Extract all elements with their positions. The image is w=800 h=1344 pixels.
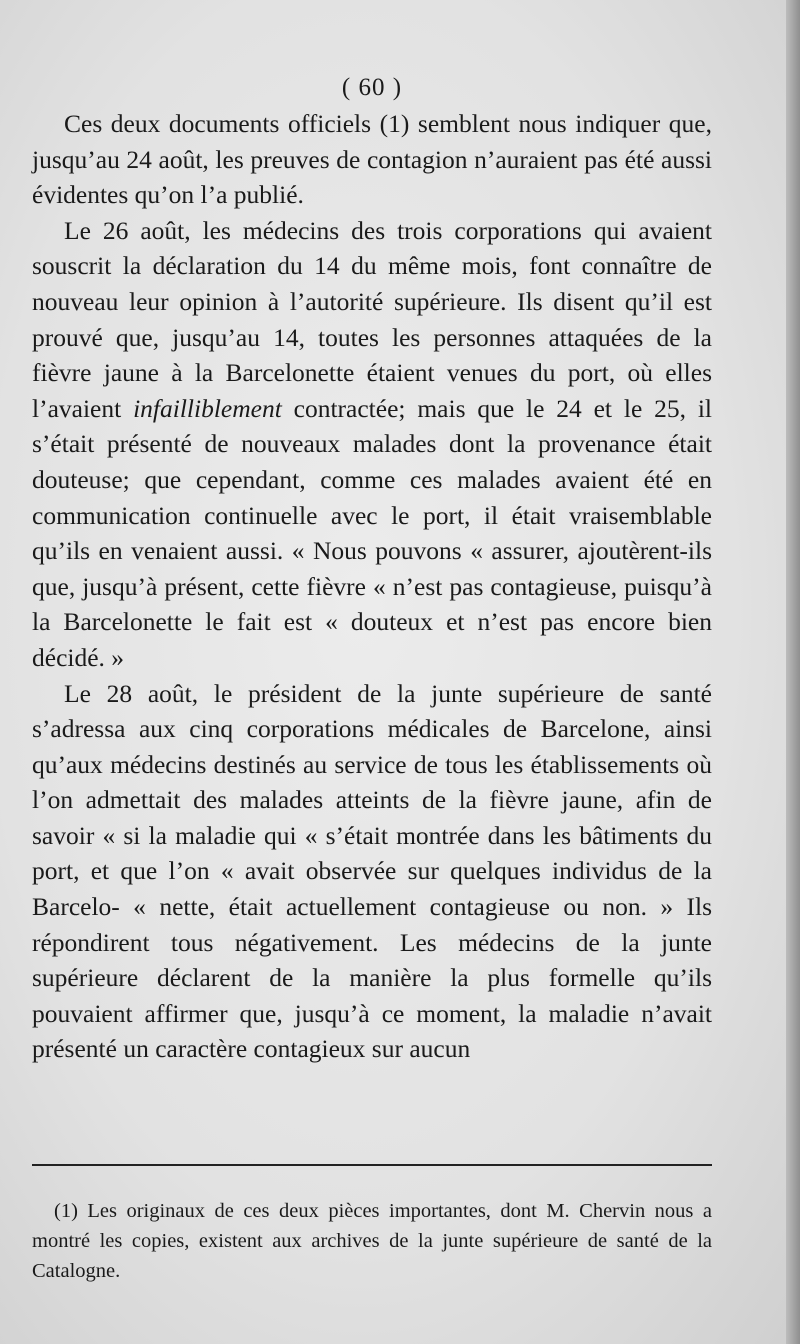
paragraph-2-italic: infailliblement — [133, 393, 282, 423]
footnote-divider — [32, 1164, 712, 1166]
paragraph-2-part-2: contractée; mais que le 24 et le 25, il s’était présenté de nouveaux malades dont la provenance était douteuse; que cependant, comme ces malades avaient été en communication continuelle avec le port, il était vraisemblable qu’ils en venaient aussi. « Nous pouvons « assurer, ajoutèrent-ils que, jusqu’à présent, cette fièvre « n’est pas contagieuse, puisqu’à la Barcelonette le fait est « douteux et n’est pas encore bien décidé. » — [32, 393, 713, 672]
page-edge-shadow — [786, 0, 800, 1344]
paragraph-2 — [32, 213, 712, 676]
paragraph-3: Le 28 août, le président de la junte supérieure de santé s’adressa aux cinq corporations médicales de Barcelone, ainsi qu’aux médecins destinés au service de tous les établissements où l’on admettait des malades atteints de la fièvre jaune, afin de savoir « si la maladie qui « s’était montrée dans les bâtiments du port, et que l’on « avait observée sur quelques individus de la Barcelo- « nette, était actuellement contagieuse ou non. » Ils répondirent tous négativement. Les médecins de la junte supérieure déclarent de la manière la plus formelle qu’ils pouvaient affirmer que, jusqu’à ce moment, la maladie n’avait présenté un caractère contagieux sur aucun — [32, 678, 712, 1064]
footnote: (1) Les originaux de ces deux pièces importantes, dont M. Chervin nous a montré les copies, existent aux archives de la junte supérieure de santé de la Catalogne. — [32, 1200, 712, 1282]
paragraph-1: Ces deux documents officiels (1) semblent nous indiquer que, jusqu’au 24 août, les preuves de contagion n’auraient pas été aussi évidentes qu’on l’a publié. — [32, 109, 712, 210]
paragraph-2-part-1: Le 26 août, les médecins des trois corporations qui avaient souscrit la déclaration du 14 du même mois, font connaître de nouveau leur opinion à l’autorité supérieure. Ils disent qu’il est prouvé que, jusqu’au 14, toutes les personnes attaquées de la fièvre jaune à la Barcelonette étaient venues du port, où elles l’avaient — [32, 215, 712, 423]
page-number: ( 60 ) — [341, 74, 403, 101]
main-text-block — [32, 70, 712, 1067]
